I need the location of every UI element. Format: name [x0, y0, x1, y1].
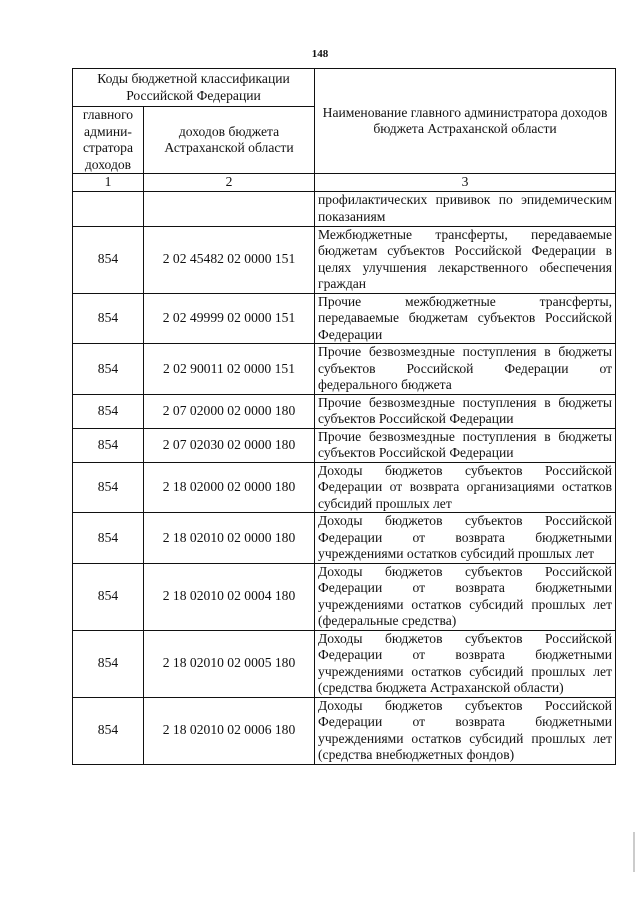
row-income-code: 2 18 02000 02 0000 180 [144, 462, 315, 513]
row-income-code: 2 07 02000 02 0000 180 [144, 394, 315, 428]
row-admin-code: 854 [73, 513, 144, 564]
row-income-code: 2 18 02010 02 0000 180 [144, 513, 315, 564]
row-income-code: 2 02 49999 02 0000 151 [144, 293, 315, 344]
row-income-code: 2 02 90011 02 0000 151 [144, 344, 315, 395]
row-admin-code: 854 [73, 226, 144, 293]
header-num-1: 1 [73, 174, 144, 192]
row-admin-code [73, 191, 144, 226]
header-num-3: 3 [315, 174, 616, 192]
row-income-code: 2 18 02010 02 0006 180 [144, 697, 315, 764]
header-num-2: 2 [144, 174, 315, 192]
row-admin-code: 854 [73, 697, 144, 764]
table-row [73, 344, 616, 395]
row-name: Прочие безвозмездные поступления в бюджеты субъектов Российской Федерации [315, 394, 616, 428]
row-income-code: 2 07 02030 02 0000 180 [144, 428, 315, 462]
row-name: Доходы бюджетов субъектов Российской Федерации от возврата бюджетными учреждениями остатков субсидий прошлых лет [315, 513, 616, 564]
row-name: Прочие безвозмездные поступления в бюджеты субъектов Российской Федерации от федерального бюджета [315, 344, 616, 395]
header-group-title: Коды бюджетной классификации Российской Федерации [73, 69, 315, 107]
row-name: Доходы бюджетов субъектов Российской Федерации от возврата бюджетными учреждениями остатков субсидий прошлых лет (средства внебюджетных фондов) [315, 697, 616, 764]
header-col-admin: главного админи-стратора доходов [73, 107, 144, 174]
scan-artifact [633, 832, 635, 872]
table-row [73, 226, 616, 293]
row-admin-code: 854 [73, 394, 144, 428]
row-name: Доходы бюджетов субъектов Российской Федерации от возврата бюджетными учреждениями остатков субсидий прошлых лет (средства бюджета Астраханской области) [315, 630, 616, 697]
header-col-name: Наименование главного администратора доходов бюджета Астраханской области [315, 69, 616, 174]
row-name: Прочие безвозмездные поступления в бюджеты субъектов Российской Федерации [315, 428, 616, 462]
table-row [73, 293, 616, 344]
row-income-code: 2 18 02010 02 0005 180 [144, 630, 315, 697]
header-row-group [73, 69, 616, 107]
row-admin-code: 854 [73, 293, 144, 344]
header-row-numbers [73, 174, 616, 192]
row-name: Межбюджетные трансферты, передаваемые бюджетам субъектов Российской Федерации в целях улучшения лекарственного обеспечения граждан [315, 226, 616, 293]
table-row-continuation [73, 191, 616, 226]
table-row [73, 513, 616, 564]
table-row [73, 563, 616, 630]
table-row [73, 394, 616, 428]
row-admin-code: 854 [73, 630, 144, 697]
row-admin-code: 854 [73, 563, 144, 630]
row-admin-code: 854 [73, 428, 144, 462]
table-row [73, 462, 616, 513]
row-admin-code: 854 [73, 462, 144, 513]
budget-classification-table [72, 68, 616, 765]
table-row [73, 428, 616, 462]
row-name: Доходы бюджетов субъектов Российской Федерации от возврата организациями остатков субсидий прошлых лет [315, 462, 616, 513]
row-name: профилактических прививок по эпидемическим показаниям [315, 191, 616, 226]
row-name: Прочие межбюджетные трансферты, передаваемые бюджетам субъектов Российской Федерации [315, 293, 616, 344]
row-name: Доходы бюджетов субъектов Российской Федерации от возврата бюджетными учреждениями остатков субсидий прошлых лет (федеральные средства) [315, 563, 616, 630]
row-income-code [144, 191, 315, 226]
row-income-code: 2 18 02010 02 0004 180 [144, 563, 315, 630]
row-income-code: 2 02 45482 02 0000 151 [144, 226, 315, 293]
page-number: 148 [311, 48, 329, 60]
row-admin-code: 854 [73, 344, 144, 395]
header-col-income: доходов бюджета Астраханской области [144, 107, 315, 174]
table-row [73, 697, 616, 764]
table-row [73, 630, 616, 697]
